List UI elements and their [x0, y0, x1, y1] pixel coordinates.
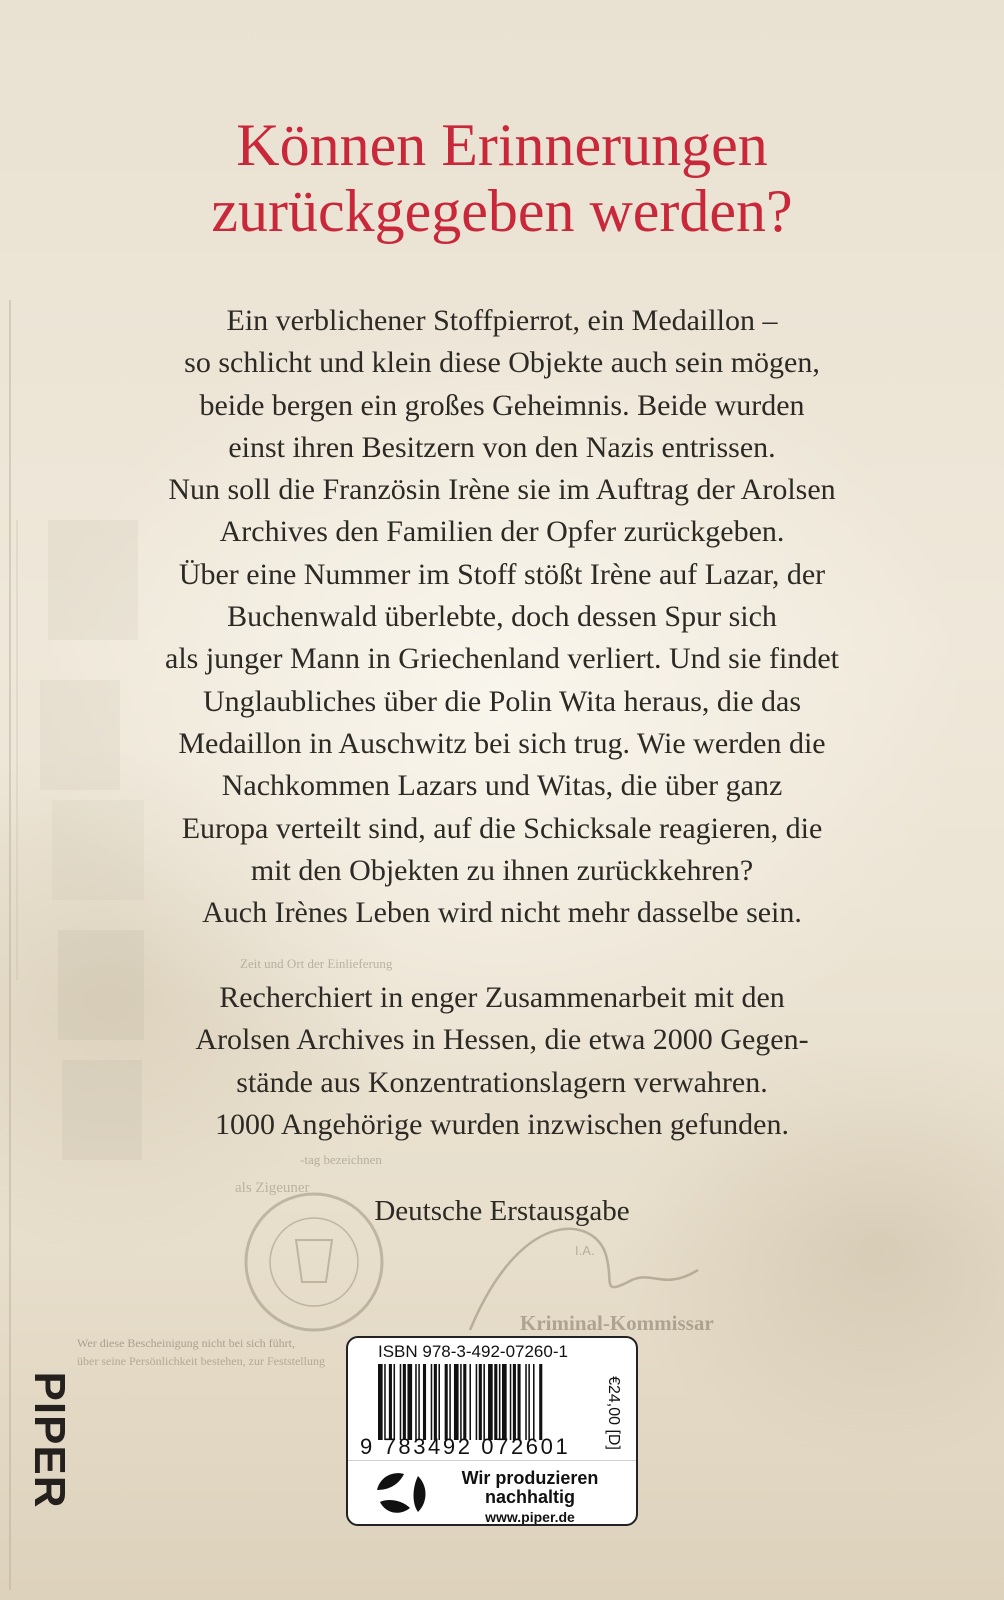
text-line: mit den Objekten zu ihnen zurückkehren? [250, 853, 754, 887]
text-line: Unglaubliches über die Polin Wita heraus, die das [202, 684, 802, 718]
signature-scribble [470, 1229, 698, 1330]
text-line: Archives den Familien der Opfer zurückgeben. [219, 515, 785, 549]
edition-note: Deutsche Erstausgabe [374, 1195, 630, 1227]
text-line: Arolsen Archives in Hessen, die etwa 2000 Gegen- [195, 1023, 809, 1057]
piper-logo-text: PIPER [25, 1371, 74, 1509]
document-note-text: Wer diese Bescheinigung nicht bei sich führt, [77, 1336, 295, 1350]
text-line: als junger Mann in Griechenland verliert. Und sie findet [165, 642, 839, 676]
price-text: €24,00 [D] [605, 1376, 622, 1450]
research-note [102, 977, 902, 1146]
form-field-label: als Zigeuner [235, 1180, 310, 1196]
price-label [593, 1362, 633, 1464]
isbn-label: ISBN 978-3-492-07260-1 [378, 1342, 568, 1361]
headline-line: Können Erinnerungen [236, 112, 768, 178]
form-field-label: Zeit und Ort der Einlieferung [240, 956, 393, 971]
headline [100, 112, 904, 244]
sustainability-text [440, 1469, 620, 1526]
form-field-label: -tag bezeichnen [300, 1152, 382, 1167]
initials-text: I.A. [575, 1243, 595, 1258]
text-line: Nun soll die Französin Irène sie im Auftrag der Arolsen [168, 473, 836, 507]
sustainability-line: Wir produzieren [461, 1468, 599, 1488]
text-line: einst ihren Besitzern von den Nazis entrissen. [228, 430, 776, 464]
text-line: Über eine Nummer im Stoff stößt Irène auf Lazar, der [178, 557, 826, 591]
barcode-digits: 9 783492 072601 [360, 1434, 571, 1459]
blurb-text [102, 300, 902, 934]
text-line: Nachkommen Lazars und Witas, die über ganz [221, 769, 783, 803]
text-line: Recherchiert in enger Zusammenarbeit mit den [219, 981, 785, 1014]
text-line: Auch Irènes Leben wird nicht mehr dasselbe sein. [202, 896, 802, 930]
text-line: 1000 Angehörige wurden inzwischen gefunden. [214, 1107, 789, 1141]
text-line: beide bergen ein großes Geheimnis. Beide wurden [199, 388, 805, 422]
recycle-leaves-icon [372, 1468, 430, 1520]
text-line: stände aus Konzentrationslagern verwahren. [236, 1065, 768, 1099]
text-line: Medaillon in Auschwitz bei sich trug. Wie werden die [178, 726, 826, 760]
piper-logo [22, 1350, 76, 1530]
barcode-icon [378, 1364, 586, 1440]
headline-line: zurückgegeben werden? [211, 178, 793, 244]
document-note-text: über seine Persönlichkeit bestehen, zur Feststellung [77, 1354, 325, 1368]
text-line: Europa verteilt sind, auf die Schicksale reagieren, die [181, 811, 823, 845]
signature-title-text: Kriminal-Kommissar [520, 1311, 714, 1335]
publisher-url: www.piper.de [485, 1509, 575, 1525]
barcode-box [346, 1336, 638, 1526]
sustainability-note [348, 1460, 636, 1525]
text-line: Ein verblichener Stoffpierrot, ein Medaillon – [226, 304, 778, 337]
text-line: so schlicht und klein diese Objekte auch sein mögen, [184, 346, 820, 380]
text-line: Buchenwald überlebte, doch dessen Spur sich [227, 600, 777, 634]
sustainability-line: nachhaltig [484, 1487, 575, 1507]
